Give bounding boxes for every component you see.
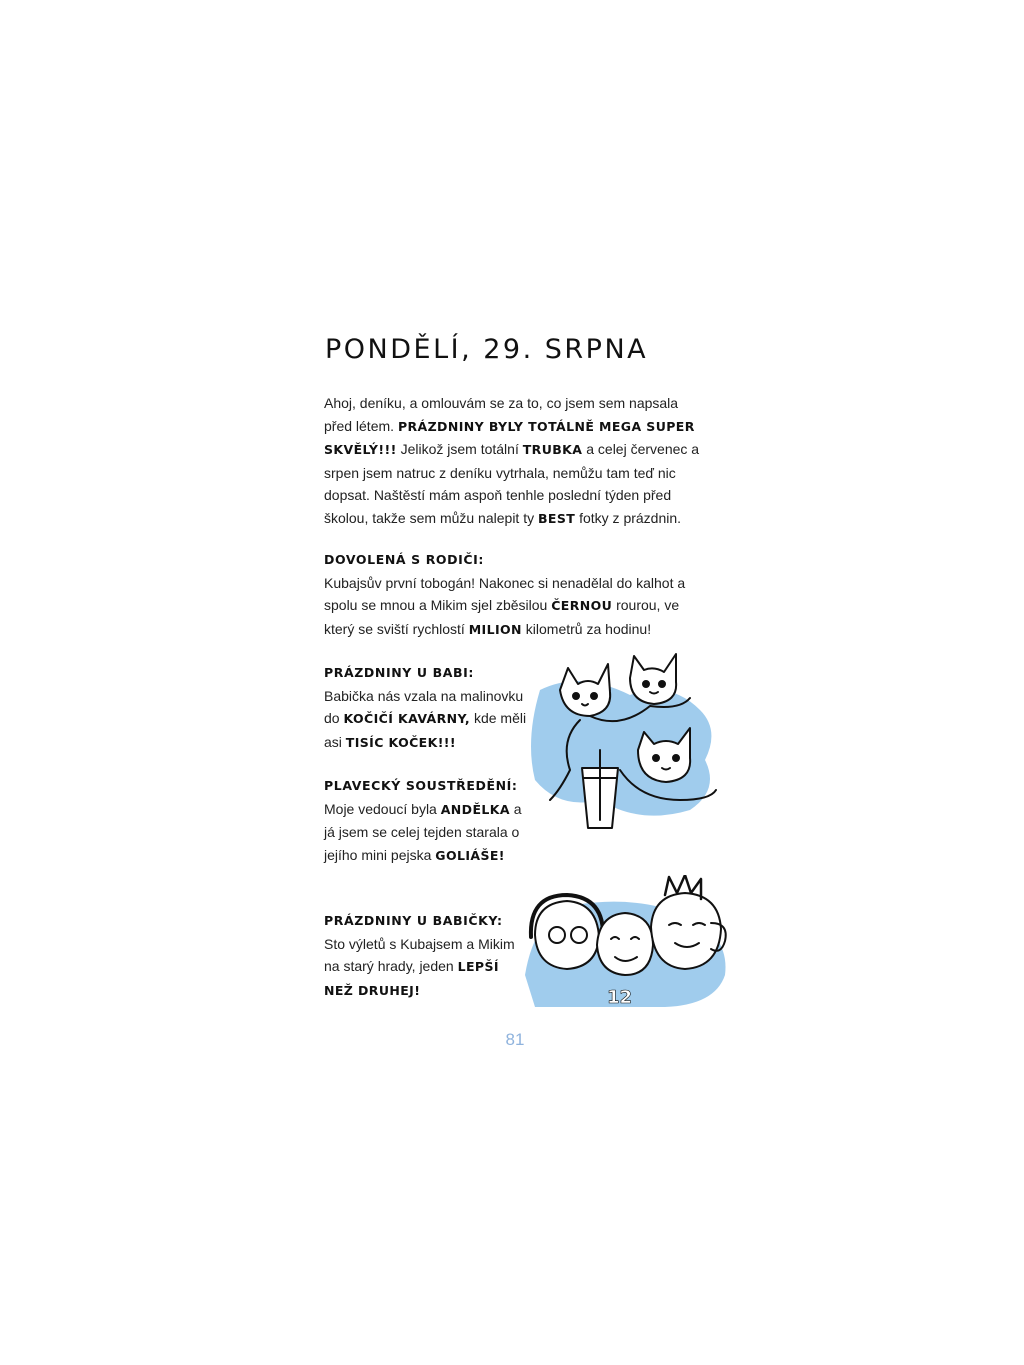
cats-cafe-illustration xyxy=(520,650,730,835)
section-highlight-1: ČERNOU xyxy=(551,598,613,614)
section-title: PLAVECKÝ SOUSTŘEDĚNÍ: xyxy=(324,778,518,793)
section-vacation-with-parents xyxy=(324,549,704,641)
intro-text-3: a celej červenec a srpen jsem natruc z deníku vytrhala, nemůžu tam teď nic dopsat. Naštěstí mám aspoň tenhle poslední týden před školou, takže sem můžu nalepit ty xyxy=(324,441,700,526)
section-text-1: Kubajsův první tobogán! Nakonec si nenadělal do kalhot a spolu se mnou a Mikim sjel zběsilou xyxy=(324,574,686,614)
section-text-1: Moje vedoucí byla xyxy=(324,800,441,817)
intro-paragraph xyxy=(324,392,704,531)
section-text-2: kde měli asi xyxy=(324,710,527,750)
section-title: DOVOLENÁ S RODIČI: xyxy=(324,552,484,567)
section-highlight-1: ANDĚLKA xyxy=(440,801,510,817)
section-highlight-1: LEPŠÍ NEŽ DRUHEJ! xyxy=(324,959,499,998)
section-title: PRÁZDNINY U BABI: xyxy=(324,665,474,680)
section-holiday-at-grandma xyxy=(324,662,534,754)
intro-highlight-3: BEST xyxy=(538,510,576,526)
shirt-number: 12 xyxy=(607,987,633,1008)
three-kids-illustration xyxy=(515,875,737,1010)
page-number: 81 xyxy=(505,1030,525,1049)
intro-text-4: fotky z prázdnin. xyxy=(575,509,682,526)
section-text-2: a já jsem se celej tejden starala o jejího mini pejska xyxy=(324,800,522,863)
section-swimming-camp xyxy=(324,775,534,867)
page-heading: PONDĚLÍ, 29. SRPNA xyxy=(325,334,649,365)
section-text-1: Sto výletů s Kubajsem a Mikim na starý hrady, jeden xyxy=(324,935,515,975)
section-holiday-at-granny xyxy=(324,910,524,1002)
section-highlight-2: GOLIÁŠE! xyxy=(435,847,505,863)
section-text-3: kilometrů za hodinu! xyxy=(521,620,652,637)
section-highlight-2: MILION xyxy=(468,621,522,637)
intro-highlight-2: TRUBKA xyxy=(522,442,583,458)
section-highlight-1: KOČIČÍ KAVÁRNY, xyxy=(343,711,471,727)
intro-text-1: Ahoj, deníku, a omlouvám se za to, co jsem sem napsala před létem. xyxy=(324,395,679,434)
intro-highlight-1: PRÁZDNINY BYLY TOTÁLNĚ MEGA SUPER SKVĚLÝ!!! xyxy=(324,418,695,458)
section-title: PRÁZDNINY U BABIČKY: xyxy=(324,913,503,928)
intro-text-2: Jelikož jsem totální xyxy=(396,441,523,458)
section-text-1: Babička nás vzala na malinovku do xyxy=(324,687,524,727)
section-highlight-2: TISÍC KOČEK!!! xyxy=(345,734,457,750)
section-text-2: rourou, ve který se sviští rychlostí xyxy=(324,597,680,637)
